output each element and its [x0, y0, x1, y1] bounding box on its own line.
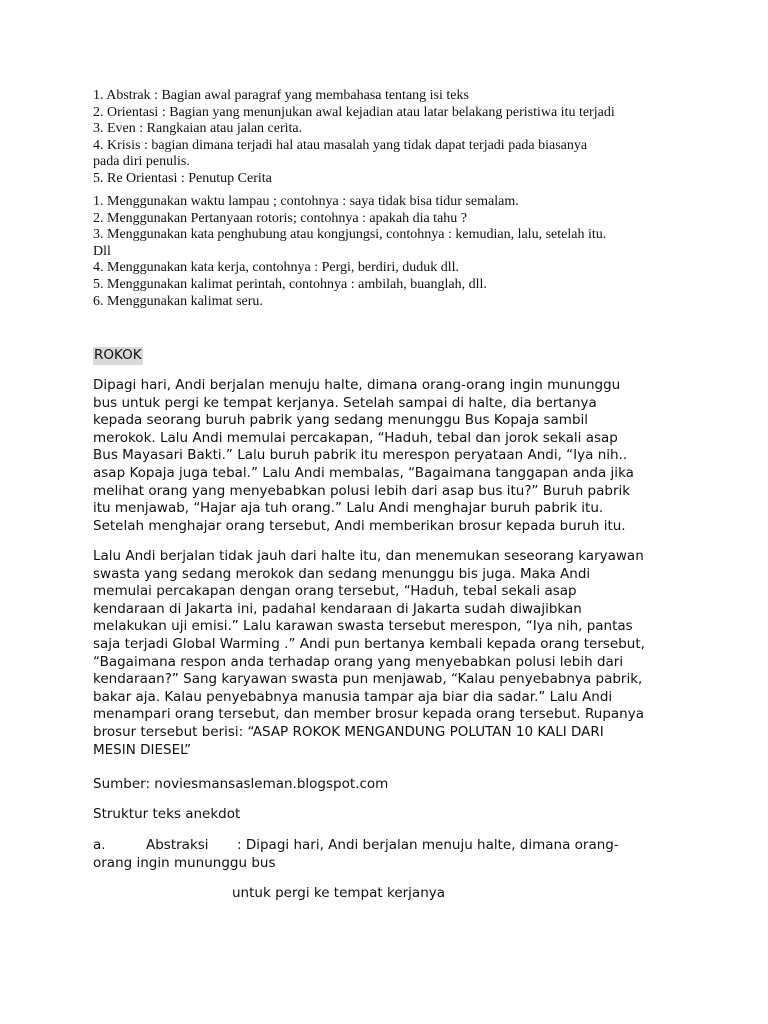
source-text: Sumber: noviesmansasleman.blogspot.com	[93, 776, 389, 792]
list-item: 5. Re Orientasi : Penutup Cerita	[93, 170, 272, 186]
paragraph-line: menampari orang tersebut, dan member brosur kepada orang tersebut. Rupanya	[93, 706, 644, 723]
paragraph-line: bakar aja. Kalau penyebabnya manusia tampar aja biar dia sadar.” Lalu Andi	[93, 688, 613, 705]
list-item: 1. Abstrak : Bagian awal paragraf yang membahasa tentang isi teks	[93, 88, 469, 103]
paragraph-line: Lalu Andi berjalan tidak jauh dari halte itu, dan menemukan seseorang karyawan	[93, 548, 644, 564]
list-item: 4. Menggunakan kata kerja, contohnya : Pergi, berdiri, duduk dll.	[93, 260, 459, 276]
structure-list	[93, 88, 683, 188]
story-title	[93, 347, 683, 365]
paragraph-line: swasta yang sedang merokok dan sedang menunggu bis juga. Maka Andi	[93, 565, 591, 582]
item-marker: a.	[93, 837, 106, 853]
list-item: 1. Menggunakan waktu lampau ; contohnya : saya tidak bisa tidur semalam.	[93, 194, 519, 209]
paragraph-line: “Bagaimana respon anda terhadap orang yang menyebabkan polusi lebih dari	[93, 653, 624, 670]
list-item: 2. Orientasi : Bagian yang menunjukan awal kejadian atau latar belakang peristiwa itu terjadi	[93, 104, 615, 120]
list-item: pada diri penulis.	[93, 154, 190, 170]
paragraph-line: saja terjadi Global Warming .” Andi pun bertanya kembali kepada orang tersebut,	[93, 635, 645, 652]
list-item: 2. Menggunakan Pertanyaan rotoris; contohnya : apakah dia tahu ?	[93, 210, 467, 226]
list-item: 5. Menggunakan kalimat perintah, contohnya : ambilah, buanglah, dll.	[93, 276, 487, 292]
list-item: 4. Krisis : bagian dimana terjadi hal atau masalah yang tidak dapat terjadi pada biasanya	[93, 137, 588, 153]
list-item: Dll	[93, 243, 111, 259]
list-item: 6. Menggunakan kalimat seru.	[93, 293, 263, 309]
paragraph-line: itu menjawab, “Hajar aja tuh orang.” Lalu Andi menghajar buruh pabrik itu.	[93, 500, 604, 517]
list-item: 3. Menggunakan kata penghubung atau kongjungsi, contohnya : kemudian, lalu, setelah itu.	[93, 227, 607, 243]
paragraph-line: melihat orang yang menyebabkan polusi lebih dari asap bus itu?” Buruh pabrik	[93, 482, 631, 499]
paragraph-line: asap Kopaja juga tebal.” Lalu Andi membalas, “Bagaimana tanggapan anda jika	[93, 464, 634, 481]
continuation-text: untuk pergi ke tempat kerjanya	[232, 885, 446, 901]
paragraph-line: MESIN DIESEL”	[93, 741, 192, 758]
paragraph-line: Bus Mayasari Bakti.” Lalu buruh pabrik itu merespon peryataan Andi, “Iya nih..	[93, 447, 628, 464]
paragraph-line: memulai percakapan dengan orang tersebut, “Haduh, tebal sekali asap	[93, 583, 577, 600]
story-paragraph-2	[93, 548, 683, 759]
paragraph-line: Setelah menghajar orang tersebut, Andi memberikan brosur kepada buruh itu.	[93, 517, 626, 534]
item-text: : Dipagi hari, Andi berjalan menuju halte, dimana orang-	[237, 837, 619, 853]
paragraph-line: bus untuk pergi ke tempat kerjanya. Setelah sampai di halte, dia bertanya	[93, 394, 597, 411]
paragraph-line: melakukan uji emisi.” Lalu karawan swasta tersebut merespon, “Iya nih, pantas	[93, 618, 633, 635]
story-paragraph-1	[93, 377, 683, 535]
paragraph-line: Dipagi hari, Andi berjalan menuju halte, dimana orang-orang ingin mununggu	[93, 377, 621, 393]
list-item: 3. Even : Rangkaian atau jalan cerita.	[93, 121, 303, 137]
structure-item-a	[93, 837, 683, 873]
item-label: Abstraksi	[146, 837, 209, 853]
structure-heading-text: Struktur teks anekdot	[93, 806, 241, 822]
paragraph-line: brosur tersebut berisi: “ASAP ROKOK MENGANDUNG POLUTAN 10 KALI DARI	[93, 723, 604, 740]
paragraph-line: kendaraan?” Sang karyawan swasta pun menjawab, “Kalau penyebabnya pabrik,	[93, 671, 643, 688]
paragraph-line: merokok. Lalu Andi memulai percakapan, “Haduh, tebal dan jorok sekali asap	[93, 429, 618, 446]
item-text-continued: orang ingin mununggu bus	[93, 854, 276, 871]
paragraph-line: kepada seorang buruh pabrik yang sedang menunggu Bus Kopaja sambil	[93, 412, 589, 429]
structure-heading	[93, 806, 683, 824]
paragraph-line: kendaraan di Jakarta ini, padahal kendaraan di Jakarta sudah diwajibkan	[93, 600, 582, 617]
language-features-list	[93, 194, 683, 310]
source-line	[93, 776, 683, 794]
story-title-text: ROKOK	[94, 347, 142, 363]
